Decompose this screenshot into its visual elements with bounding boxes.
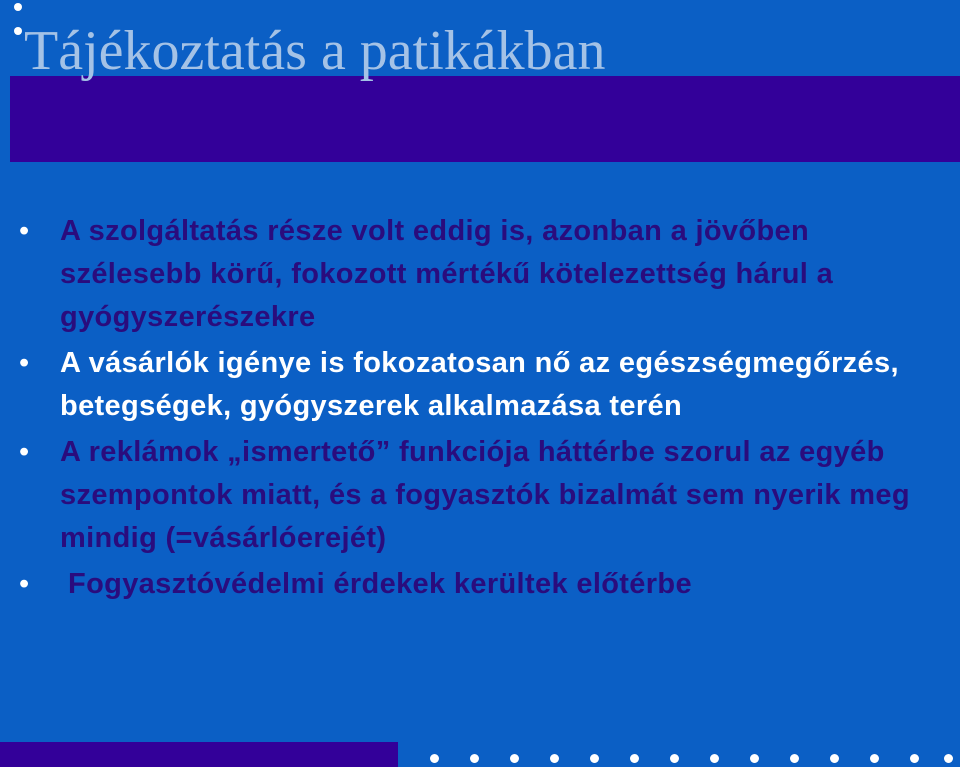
bullet-item bbox=[0, 342, 960, 428]
bullet-text: Fogyasztóvédelmi érdekek kerültek előtérbe bbox=[68, 568, 692, 600]
footer-bar bbox=[0, 742, 398, 767]
footer-dots bbox=[430, 754, 960, 764]
decorative-dot bbox=[470, 754, 479, 763]
decorative-dot bbox=[630, 754, 639, 763]
bullet-item bbox=[0, 431, 960, 560]
decorative-dot bbox=[750, 754, 759, 763]
bullet-text: A reklámok „ismertető” funkciója háttérbe szorul az egyéb szempontok miatt, és a fogyasztók bizalmát sem nyerik meg mindig (=vásárlóerejét) bbox=[60, 436, 910, 554]
bullet-text: A szolgáltatás része volt eddig is, azonban a jövőben szélesebb körű, fokozott mértékű kötelezettség hárul a gyógyszerészekre bbox=[60, 215, 834, 333]
decorative-dot bbox=[910, 754, 919, 763]
decorative-dot bbox=[590, 754, 599, 763]
decorative-dot bbox=[14, 27, 22, 35]
bullet-text: A vásárlók igénye is fokozatosan nő az egészségmegőrzés, betegségek, gyógyszerek alkalmazása terén bbox=[60, 347, 899, 422]
decorative-dot bbox=[944, 754, 953, 763]
decorative-dot bbox=[670, 754, 679, 763]
decorative-dot bbox=[510, 754, 519, 763]
decorative-dot bbox=[830, 754, 839, 763]
bullet-mark: • bbox=[19, 568, 30, 600]
decorative-dot bbox=[14, 3, 22, 11]
bullet-mark: • bbox=[19, 215, 30, 247]
decorative-dot bbox=[710, 754, 719, 763]
title-band bbox=[10, 76, 960, 162]
bullet-item bbox=[0, 210, 960, 339]
bullet-list bbox=[0, 210, 960, 609]
bullet-mark: • bbox=[19, 347, 30, 379]
bullet-mark: • bbox=[19, 436, 30, 468]
decorative-dot bbox=[550, 754, 559, 763]
slide-title: Tájékoztatás a patikákban bbox=[24, 20, 606, 82]
bullet-item bbox=[0, 563, 960, 606]
decorative-dot bbox=[790, 754, 799, 763]
decorative-dot bbox=[430, 754, 439, 763]
decorative-dot bbox=[870, 754, 879, 763]
